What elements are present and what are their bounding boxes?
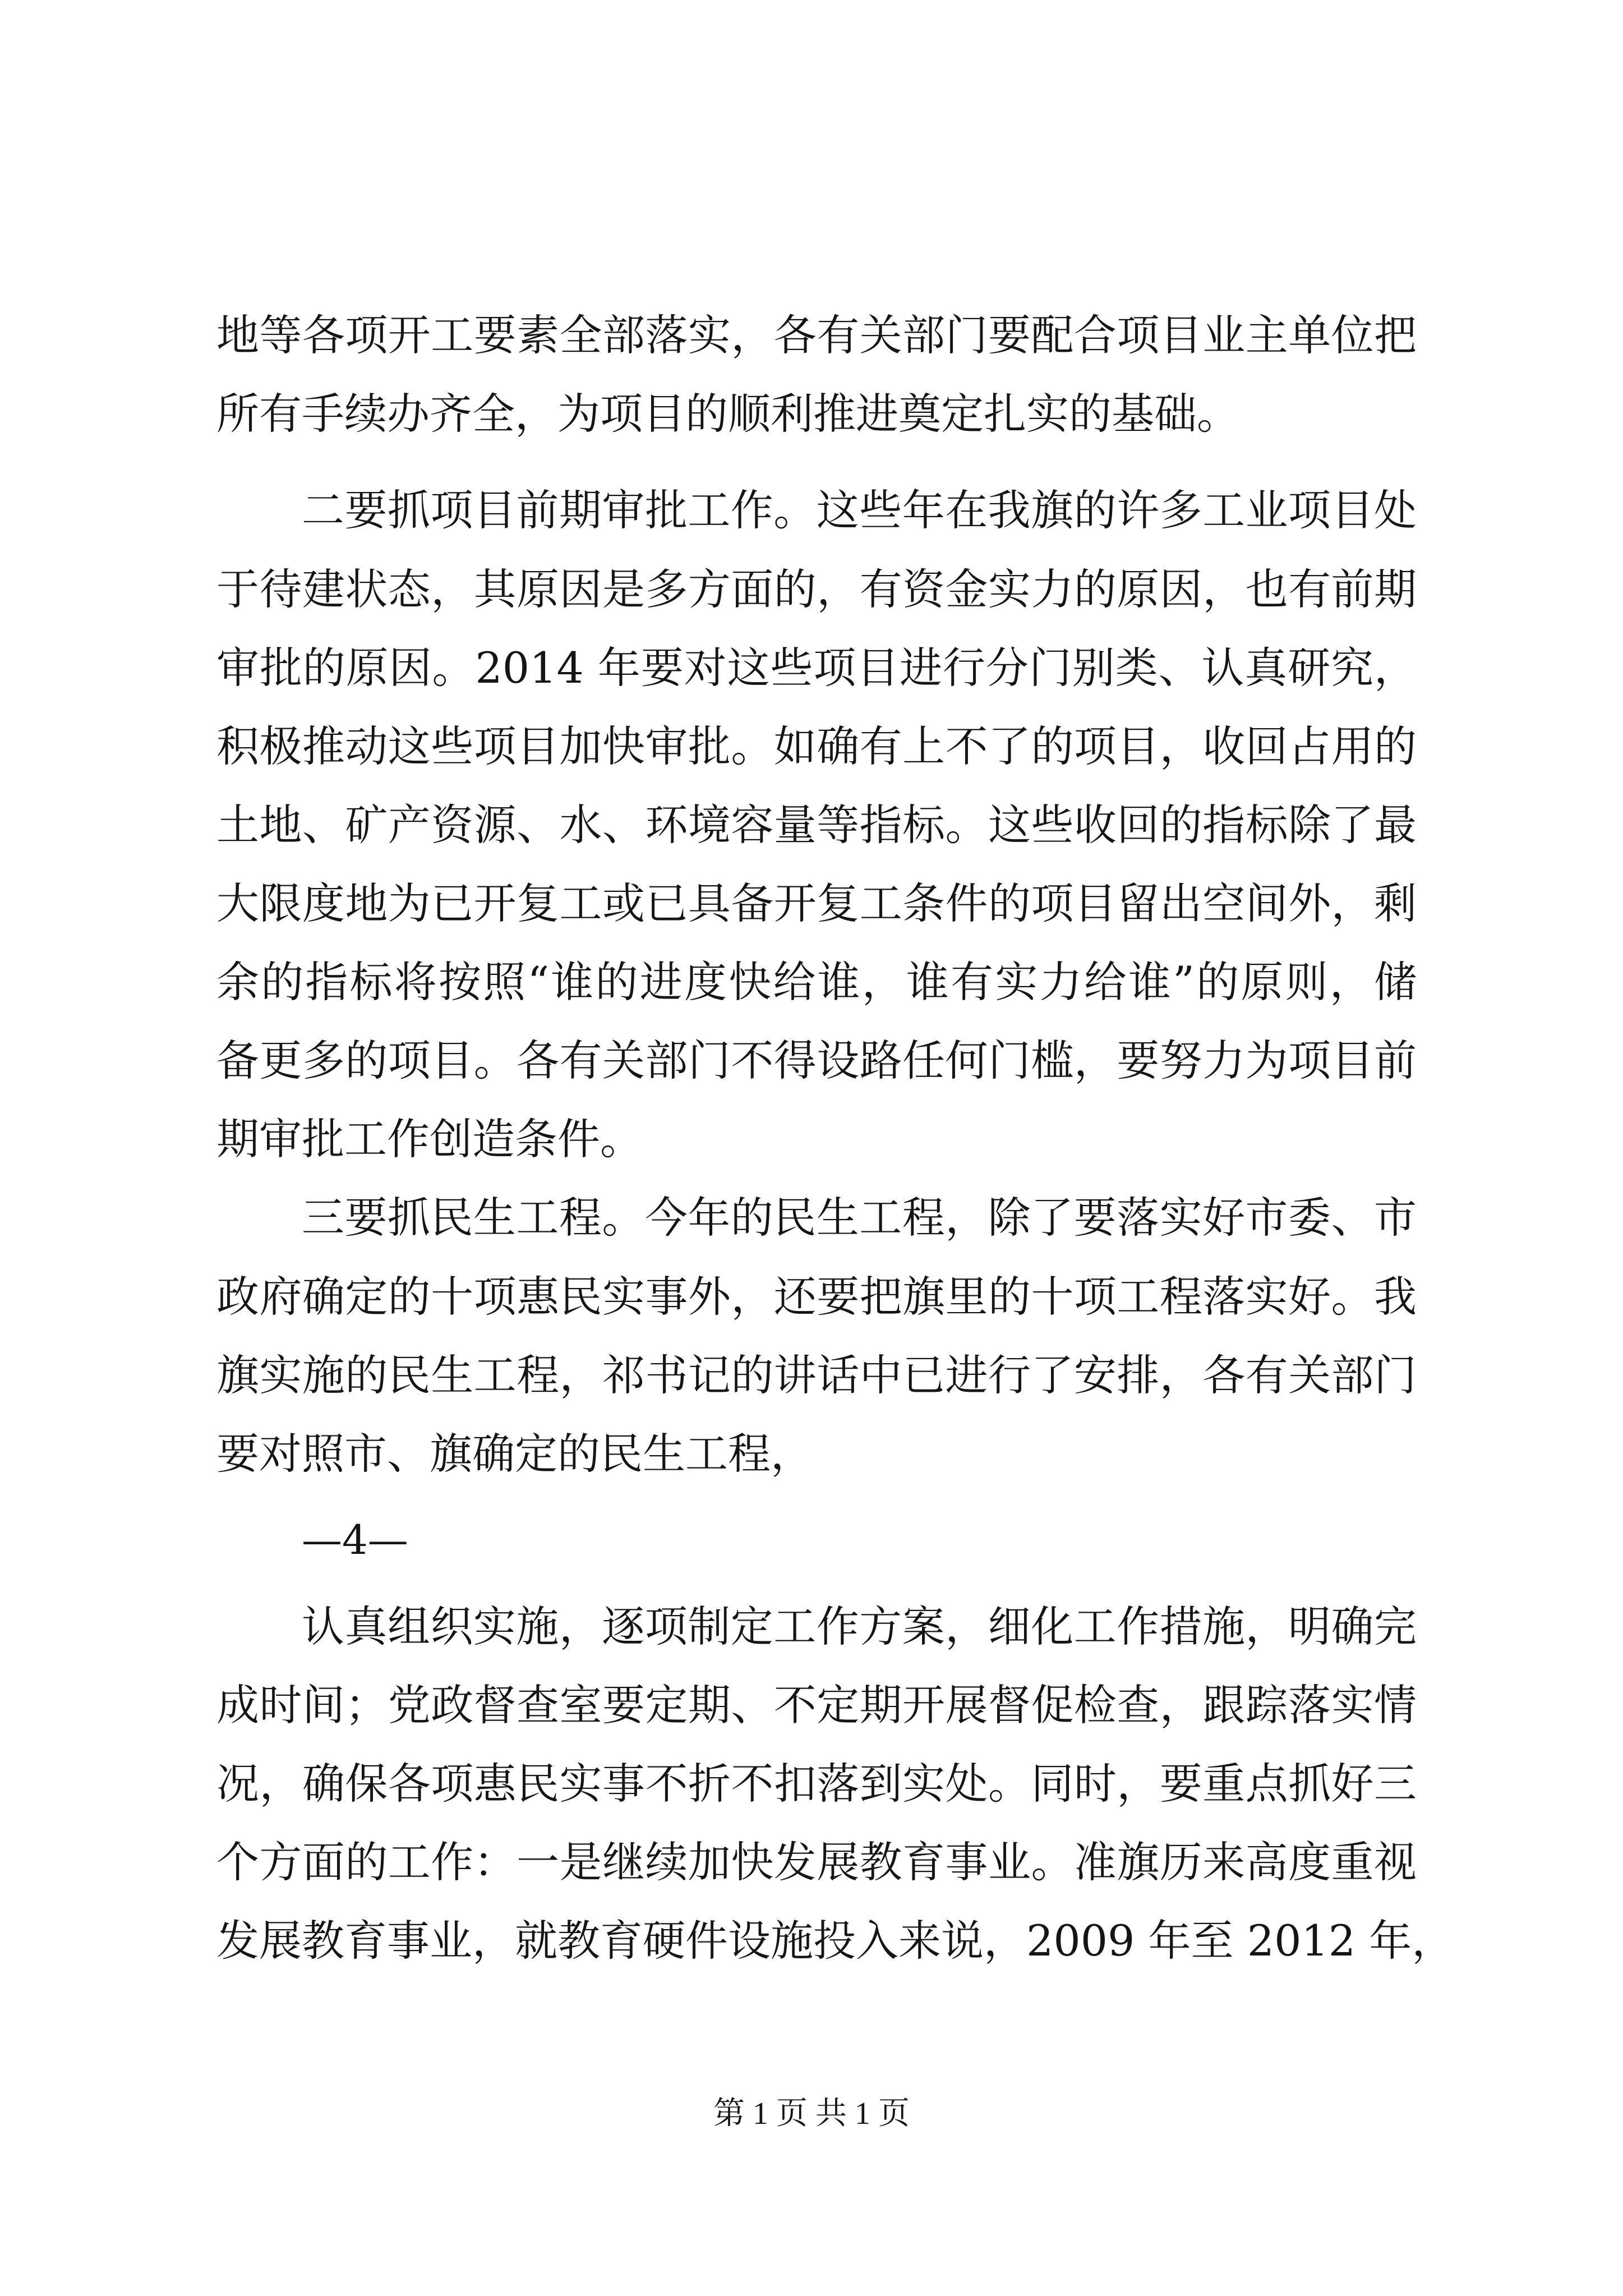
text-line: 期审批工作创造条件。 [216,1114,643,1164]
text-line: 三要抓民生工程。今年的民生工程，除了要落实好市委、市 [302,1193,1417,1243]
text-line: 政府确定的十项惠民实事外，还要把旗里的十项工程落实好。我 [216,1272,1417,1322]
page-footer: 第 1 页 共 1 页 [713,2096,910,2131]
text-line: 发展教育事业，就教育硬件设施投入来说，2009 年至 2012 年， [216,1916,1455,1966]
text-line: 所有手续办齐全，为项目的顺利推进奠定扎实的基础。 [216,389,1239,439]
text-line: 地等各项开工要素全部落实，各有关部门要配合项目业主单位把 [216,310,1417,360]
text-line: 旗实施的民生工程，祁书记的讲话中已进行了安排，各有关部门 [216,1350,1417,1400]
text-line: 积极推动这些项目加快审批。如确有上不了的项目，收回占用的 [216,721,1417,771]
text-line: 况，确保各项惠民实事不折不扣落到实处。同时，要重点抓好三 [216,1759,1417,1809]
page-marker: —4— [302,1516,408,1563]
text-line: 审批的原因。2014 年要对这些项目进行分门别类、认真研究， [216,643,1417,693]
text-line: 余的指标将按照“谁的进度快给谁，谁有实力给谁”的原则，储 [216,957,1417,1007]
text-line: 大限度地为已开复工或已具备开复工条件的项目留出空间外，剩 [216,878,1417,928]
text-line: 二要抓项目前期审批工作。这些年在我旗的许多工业项目处 [302,485,1417,535]
text-line: 于待建状态，其原因是多方面的，有资金实力的原因，也有前期 [216,564,1417,614]
text-line: 备更多的项目。各有关部门不得设路任何门槛，要努力为项目前 [216,1036,1417,1085]
text-line: 成时间；党政督查室要定期、不定期开展督促检查，跟踪落实情 [216,1680,1417,1730]
text-line: 要对照市、旗确定的民生工程， [216,1429,813,1479]
text-line: 个方面的工作：一是继续加快发展教育事业。准旗历来高度重视 [216,1837,1417,1887]
text-line: 认真组织实施，逐项制定工作方案，细化工作措施，明确完 [302,1602,1417,1651]
text-line: 土地、矿产资源、水、环境容量等指标。这些收回的指标除了最 [216,800,1417,850]
